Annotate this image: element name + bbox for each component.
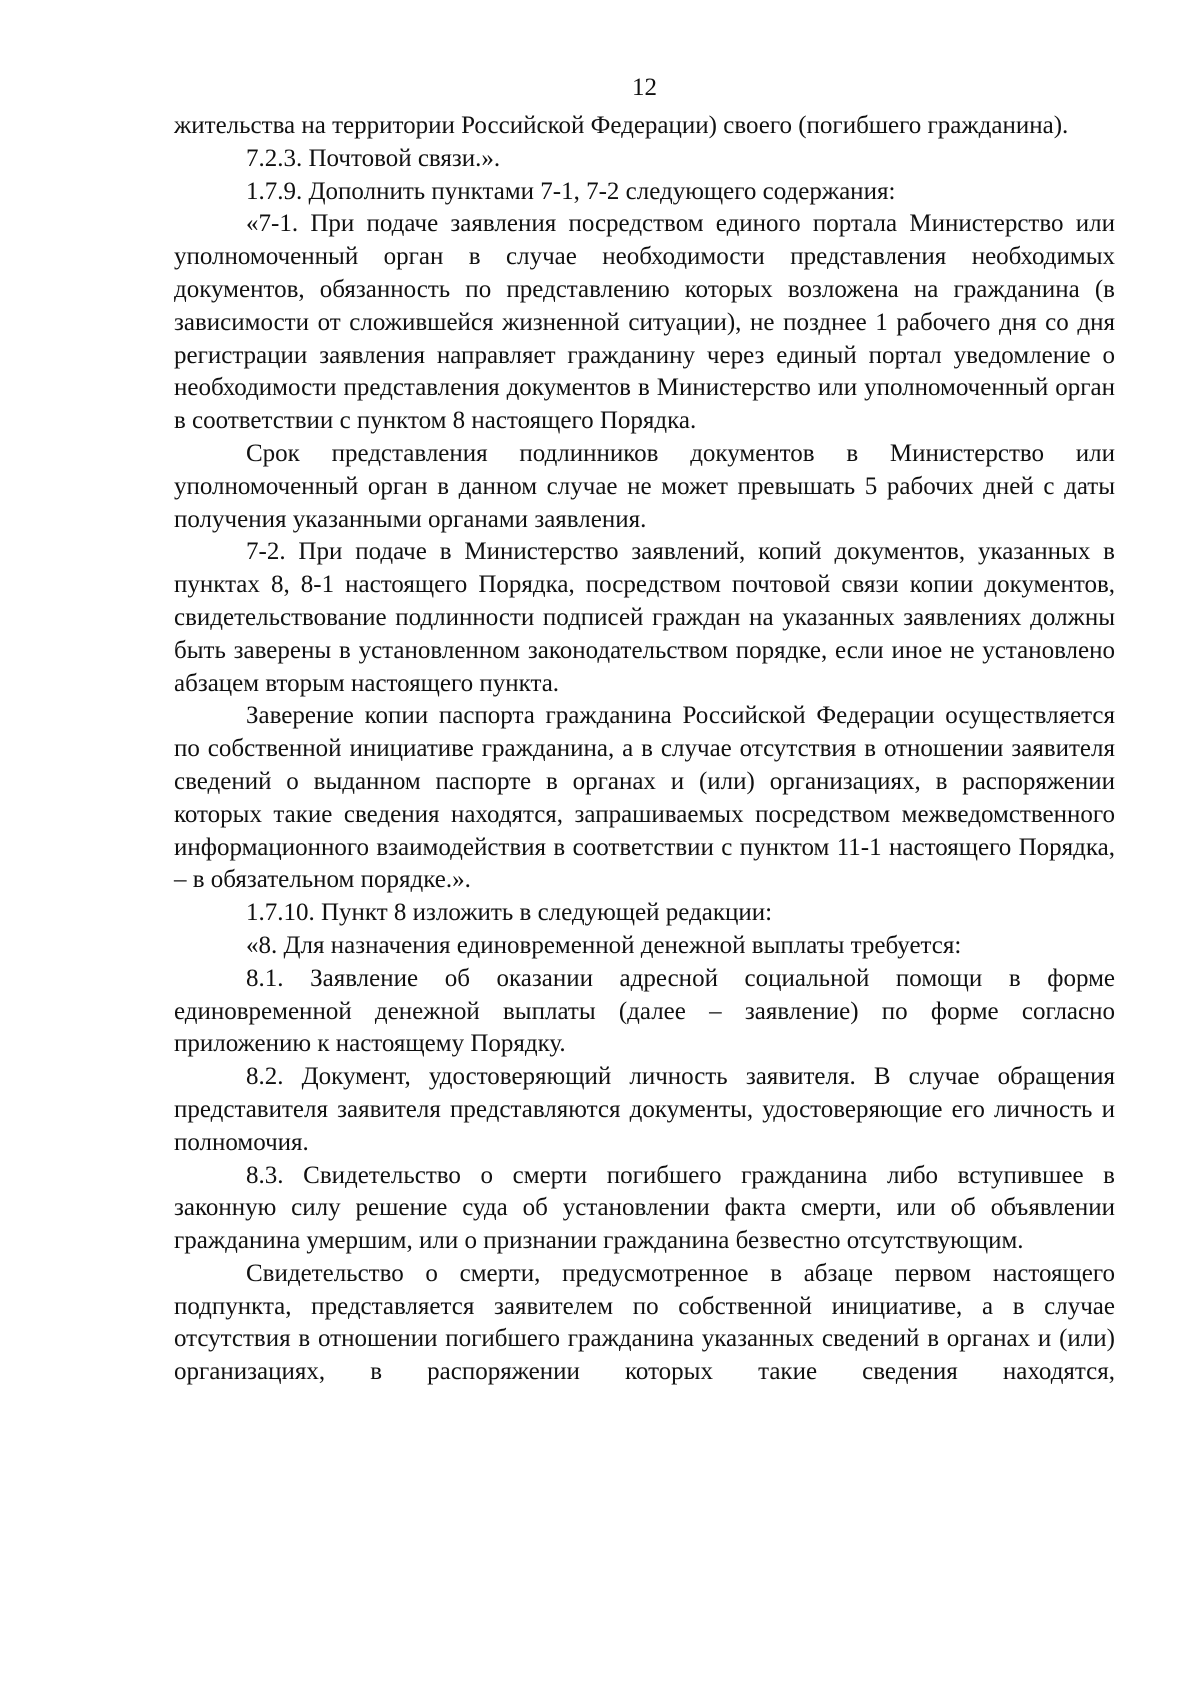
paragraph: 7-2. При подаче в Министерство заявлений, копий документов, указанных в пунктах 8, 8-1 настоящего Порядка, посредством почтовой связи копии документов, свидетельствование подлинности подписей граждан на указанных заявлениях должны быть заверены в установленном законодательством порядке, если иное не установлено абзацем вторым настоящего пункта. — [174, 538, 1115, 697]
paragraph: Срок представления подлинников документов в Министерство или уполномоченный орган в данном случае не может превышать 5 рабочих дней с даты получения указанными органами заявления. — [174, 439, 1115, 533]
paragraph: «7-1. При подаче заявления посредством единого портала Министерство или уполномоченный орган в случае необходимости представления необходимых документов, обязанность по представлению которых возложена на гражданина (в зависимости от сложившейся жизненной ситуации), не позднее 1 рабочего дня со дня регистрации заявления направляет гражданину через единый портал уведомление о необходимости представления документов в Министерство или уполномоченный орган в соответствии с пунктом 8 настоящего Порядка. — [174, 210, 1115, 435]
paragraph: жительства на территории Российской Федерации) своего (погибшего гражданина). — [174, 112, 1069, 139]
paragraph: Свидетельство о смерти, предусмотренное в абзаце первом настоящего подпункта, представляется заявителем по собственной инициативе, а в случае отсутствия в отношении погибшего гражданина указанных сведений в органах и (или) организациях, в распоряжении которых такие сведения находятся, — [174, 1259, 1115, 1386]
page-number: 12 — [632, 74, 657, 101]
paragraph: 1.7.9. Дополнить пунктами 7-1, 7-2 следующего содержания: — [246, 177, 896, 205]
paragraph: 8.3. Свидетельство о смерти погибшего гражданина либо вступившее в законную силу решение суда об установлении факта смерти, или об объявлении гражданина умершим, или о признании гражданина безвестно отсутствующим. — [174, 1161, 1115, 1255]
paragraph: «8. Для назначения единовременной денежной выплаты требуется: — [246, 931, 962, 959]
paragraph: 1.7.10. Пункт 8 изложить в следующей редакции: — [246, 899, 773, 927]
paragraph: 8.2. Документ, удостоверяющий личность заявителя. В случае обращения представителя заявителя представляются документы, удостоверяющие его личность и полномочия. — [174, 1063, 1115, 1156]
paragraph: 7.2.3. Почтовой связи.». — [246, 144, 501, 172]
paragraph: Заверение копии паспорта гражданина Российской Федерации осуществляется по собственной инициативе гражданина, а в случае отсутствия в отношении заявителя сведений о выданном паспорте в органах и (или) организациях, в распоряжении которых такие сведения находятся, запрашиваемых посредством межведомственного информационного взаимодействия в соответствии с пунктом 11-1 настоящего Порядка, – в обязательном порядке.». — [174, 702, 1115, 894]
paragraph: 8.1. Заявление об оказании адресной социальной помощи в форме единовременной денежной выплаты (далее – заявление) по форме согласно приложению к настоящему Порядку. — [174, 964, 1115, 1058]
